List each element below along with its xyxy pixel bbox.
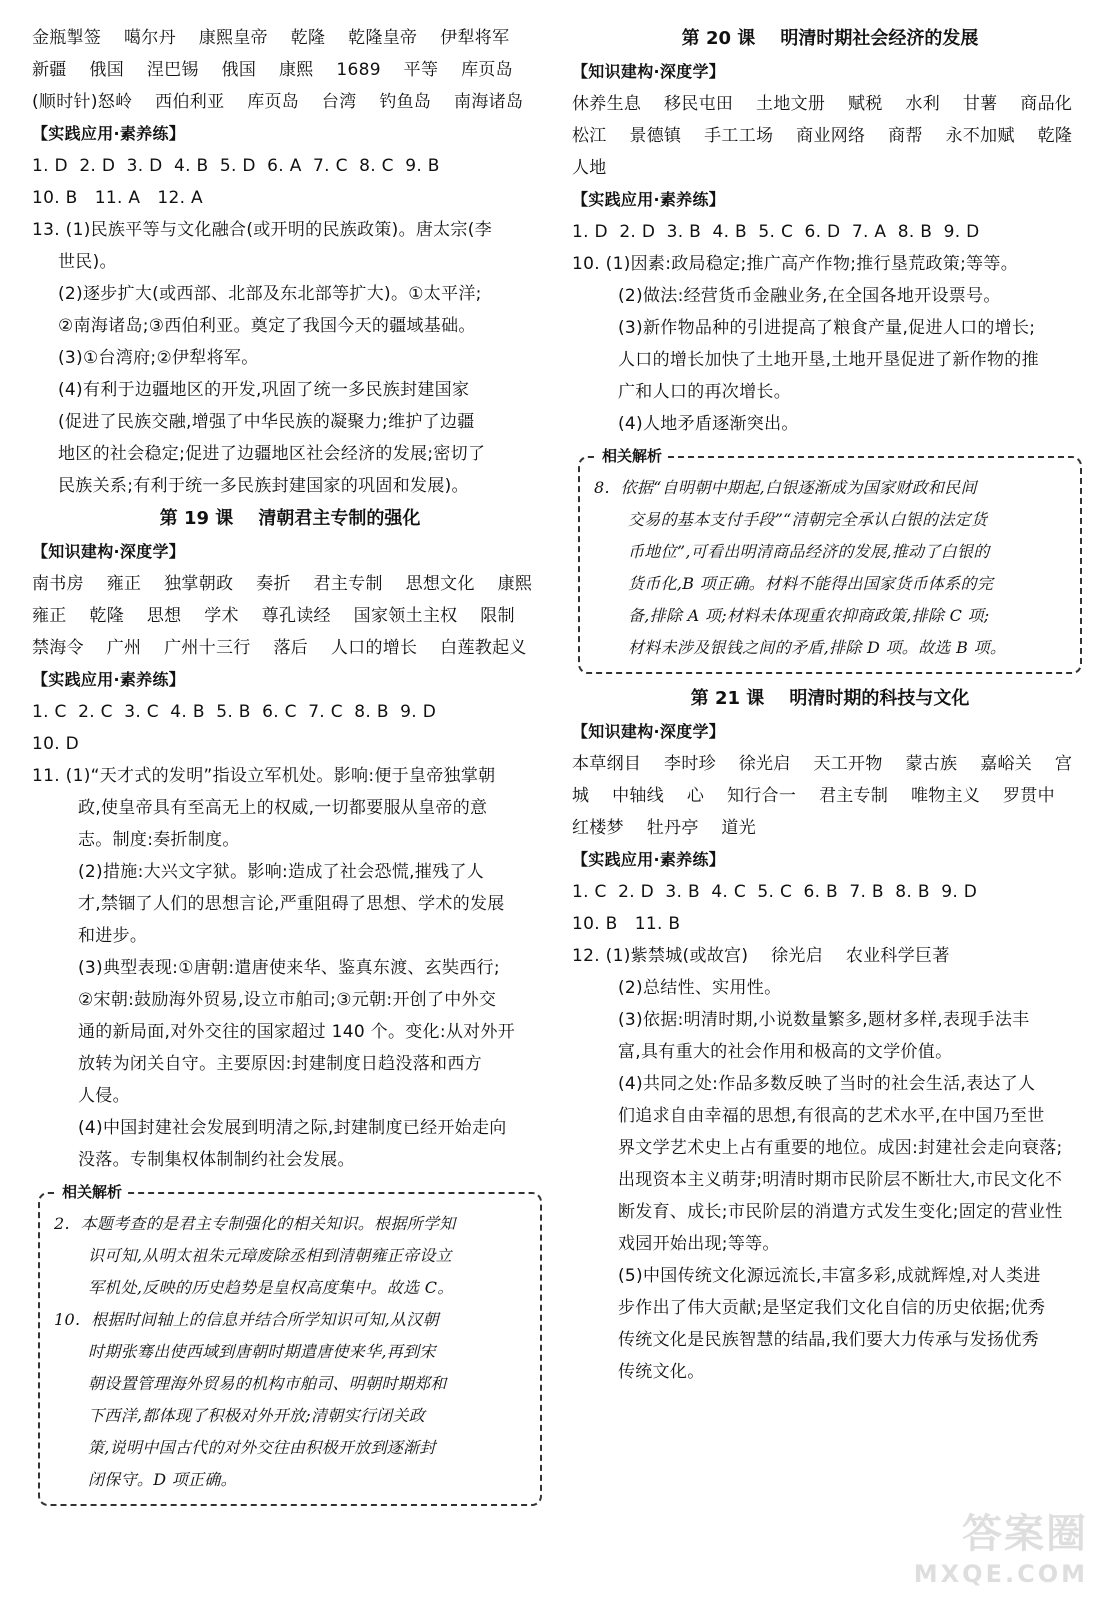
- answer-line: 和进步。: [78, 926, 148, 946]
- answer-line: (4)有利于边疆地区的开发,巩固了统一多民族封建国家: [58, 380, 470, 400]
- question-13: [32, 214, 548, 502]
- answer-line: 1. D 2. D 3. D 4. B 5. D 6. A 7. C 8. C 9. B: [32, 156, 440, 176]
- answer-line: (3)依据:明清时期,小说数量繁多,题材多样,表现手法丰: [618, 1010, 1030, 1030]
- analysis-box-title: 相关解析: [56, 1182, 128, 1202]
- lesson-21-title: 第 21 课 明清时期的科技与文化: [690, 688, 970, 709]
- keyword-line: 金瓶掣签 噶尔丹 康熙皇帝 乾隆 乾隆皇帝 伊犁将军: [32, 28, 510, 48]
- analysis-line: 材料未涉及银钱之间的矛盾,排除 D 项。故选 B 项。: [628, 638, 1007, 657]
- answer-line: 没落。专制集权体制制约社会发展。: [78, 1150, 355, 1170]
- keyword-line: 禁海令 广州 广州十三行 落后 人口的增长 白莲教起义: [32, 638, 527, 658]
- answer-line: 通的新局面,对外交往的国家超过 140 个。变化:从对外开: [78, 1022, 516, 1042]
- watermark-logo: [888, 1510, 1088, 1590]
- keyword-line: 松江 景德镇 手工工场 商业网络 商帮 永不加赋 乾隆: [572, 126, 1073, 146]
- answer-line: 们追求自由幸福的思想,有很高的艺术水平,在中国乃至世: [618, 1106, 1045, 1126]
- right-column: [572, 22, 1088, 1388]
- section-heading-practice: 【实践应用·素养练】: [572, 190, 726, 209]
- answer-line: 界文学艺术史上占有重要的地位。成因:封建社会走向衰落;: [618, 1138, 1063, 1158]
- analysis-box: [578, 447, 1082, 674]
- answer-line: 才,禁锢了人们的思想言论,严重阻碍了思想、学术的发展: [78, 894, 505, 914]
- answer-line: 步作出了伟大贡献;是坚定我们文化自信的历史依据;优秀: [618, 1298, 1046, 1318]
- answer-line: (2)总结性、实用性。: [618, 978, 782, 998]
- answer-line: 地区的社会稳定;促进了边疆地区社会经济的发展;密切了: [58, 444, 486, 464]
- keyword-line: 人地: [572, 158, 607, 178]
- question-10: [572, 248, 1088, 440]
- section-heading-knowledge: 【知识建构·深度学】: [572, 62, 726, 81]
- answer-line: (促进了民族交融,增强了中华民族的凝聚力;维护了边疆: [58, 412, 475, 432]
- answer-line: 传统文化是民族智慧的结晶,我们要大力传承与发扬优秀: [618, 1330, 1039, 1350]
- analysis-box: [38, 1183, 542, 1506]
- answer-line: 1. C 2. D 3. B 4. C 5. C 6. B 7. B 8. B 9. D: [572, 882, 978, 902]
- answer-line: (4)中国封建社会发展到明清之际,封建制度已经开始走向: [78, 1118, 507, 1138]
- section-heading-knowledge: 【知识建构·深度学】: [32, 542, 186, 561]
- answer-line: (3)新作物品种的引进提高了粮食产量,促进人口的增长;: [618, 318, 1036, 338]
- answer-line: (2)逐步扩大(或西部、北部及东北部等扩大)。①太平洋;: [58, 284, 482, 304]
- answer-line: (3)①台湾府;②伊犁将军。: [58, 348, 259, 368]
- keyword-line: 城 中轴线 心 知行合一 君主专制 唯物主义 罗贯中: [572, 786, 1055, 806]
- answer-line: 志。制度:奏折制度。: [78, 830, 240, 850]
- section-heading-knowledge: 【知识建构·深度学】: [572, 722, 726, 741]
- analysis-line: 2. 本题考查的是君主专制强化的相关知识。根据所学知: [54, 1214, 456, 1233]
- answer-line: 出现资本主义萌芽;明清时期市民阶层不断壮大,市民文化不: [618, 1170, 1063, 1190]
- answer-line: 传统文化。: [618, 1362, 705, 1382]
- answer-line: ②南海诸岛;③西伯利亚。奠定了我国今天的疆域基础。: [58, 316, 476, 336]
- question-11: [32, 760, 548, 1176]
- answer-line: 人侵。: [78, 1086, 130, 1106]
- answer-line: (2)措施:大兴文字狱。影响:造成了社会恐慌,摧残了人: [78, 862, 485, 882]
- section-heading-practice: 【实践应用·素养练】: [572, 850, 726, 869]
- keyword-line: (顺时针)怒岭 西伯利亚 库页岛 台湾 钓鱼岛 南海诸岛: [32, 92, 524, 112]
- analysis-line: 策,说明中国古代的对外交往由积极开放到逐渐封: [88, 1438, 436, 1457]
- answer-line: 人口的增长加快了土地开垦,土地开垦促进了新作物的推: [618, 350, 1039, 370]
- watermark-url: MXQE.COM: [913, 1560, 1088, 1588]
- answer-line: 10. B 11. A 12. A: [32, 188, 203, 208]
- keyword-line: 本草纲目 李时珍 徐光启 天工开物 蒙古族 嘉峪关 宫: [572, 754, 1073, 774]
- answer-line: ②宋朝:鼓励海外贸易,设立市舶司;③元朝:开创了中外交: [78, 990, 497, 1010]
- keyword-line: 休养生息 移民屯田 土地文册 赋税 水利 甘薯 商品化: [572, 94, 1073, 114]
- question-12: [572, 940, 1088, 1388]
- analysis-line: 备,排除 A 项;材料未体现重农抑商政策,排除 C 项;: [628, 606, 990, 625]
- lesson18-keywords: [32, 22, 548, 118]
- lesson-19-title: 第 19 课 清朝君主专制的强化: [159, 508, 421, 529]
- answer-line: 13. (1)民族平等与文化融合(或开明的民族政策)。唐太宗(李: [32, 220, 493, 240]
- answer-line: 断发育、成长;市民阶层的消遣方式发生变化;固定的营业性: [618, 1202, 1063, 1222]
- analysis-line: 10. 根据时间轴上的信息并结合所学知识可知,从汉朝: [54, 1310, 439, 1329]
- lesson-20-title: 第 20 课 明清时期社会经济的发展: [681, 28, 979, 49]
- answer-line: 世民)。: [58, 252, 117, 272]
- answer-line: 民族关系;有利于统一多民族封建国家的巩固和发展)。: [58, 476, 469, 496]
- answer-line: 1. C 2. C 3. C 4. B 5. B 6. C 7. C 8. B 9. D: [32, 702, 437, 722]
- answer-line: 富,具有重大的社会作用和极高的文学价值。: [618, 1042, 953, 1062]
- keyword-line: 雍正 乾隆 思想 学术 尊孔读经 国家领土主权 限制: [32, 606, 515, 626]
- analysis-line: 货币化,B 项正确。材料不能得出国家货币体系的完: [628, 574, 994, 593]
- section-heading-practice: 【实践应用·素养练】: [32, 670, 186, 689]
- analysis-line: 闭保守。D 项正确。: [88, 1470, 237, 1489]
- answer-line: (4)共同之处:作品多数反映了当时的社会生活,表达了人: [618, 1074, 1036, 1094]
- answer-line: 10. D: [32, 734, 80, 754]
- answer-line: 政,使皇帝具有至高无上的权威,一切都要服从皇帝的意: [78, 798, 488, 818]
- analysis-line: 下西洋,都体现了积极对外开放;清朝实行闭关政: [88, 1406, 426, 1425]
- answer-line: 10. B 11. B: [572, 914, 681, 934]
- analysis-line: 时期张骞出使西域到唐朝时期遣唐使来华,再到宋: [88, 1342, 436, 1361]
- answer-line: 11. (1)“天才式的发明”指设立军机处。影响:便于皇帝独掌朝: [32, 766, 496, 786]
- analysis-line: 识可知,从明太祖朱元璋废除丞相到清朝雍正帝设立: [88, 1246, 452, 1265]
- answer-line: (3)典型表现:①唐朝:遣唐使来华、鉴真东渡、玄奘西行;: [78, 958, 500, 978]
- analysis-box-title: 相关解析: [596, 446, 668, 466]
- analysis-line: 8. 依据“自明朝中期起,白银逐渐成为国家财政和民间: [594, 478, 977, 497]
- answer-line: 12. (1)紫禁城(或故宫) 徐光启 农业科学巨著: [572, 946, 950, 966]
- left-column: [32, 22, 548, 1514]
- section-heading-practice: 【实践应用·素养练】: [32, 124, 186, 143]
- answer-line: (5)中国传统文化源远流长,丰富多彩,成就辉煌,对人类进: [618, 1266, 1041, 1286]
- analysis-line: 朝设置管理海外贸易的机构市舶司、明朝时期郑和: [88, 1374, 447, 1393]
- analysis-line: 交易的基本支付手段”“清朝完全承认白银的法定货: [628, 510, 988, 529]
- watermark-text: 答案圈: [962, 1511, 1088, 1557]
- answer-line: 广和人口的再次增长。: [618, 382, 791, 402]
- answer-line: 1. D 2. D 3. B 4. B 5. C 6. D 7. A 8. B 9. D: [572, 222, 980, 242]
- keyword-line: 南书房 雍正 独掌朝政 奏折 君主专制 思想文化 康熙: [32, 574, 533, 594]
- answer-line: (4)人地矛盾逐渐突出。: [618, 414, 799, 434]
- analysis-line: 军机处,反映的历史趋势是皇权高度集中。故选 C。: [88, 1278, 454, 1297]
- analysis-line: 币地位”,可看出明清商品经济的发展,推动了白银的: [628, 542, 990, 561]
- keyword-line: 红楼梦 牡丹亭 道光: [572, 818, 757, 838]
- answer-line: 戏园开始出现;等等。: [618, 1234, 780, 1254]
- answer-line: (2)做法:经营货币金融业务,在全国各地开设票号。: [618, 286, 1001, 306]
- keyword-line: 新疆 俄国 涅巴锡 俄国 康熙 1689 平等 库页岛: [32, 60, 513, 80]
- answer-line: 10. (1)因素:政局稳定;推广高产作物;推行垦荒政策;等等。: [572, 254, 1019, 274]
- answer-line: 放转为闭关自守。主要原因:封建制度日趋没落和西方: [78, 1054, 482, 1074]
